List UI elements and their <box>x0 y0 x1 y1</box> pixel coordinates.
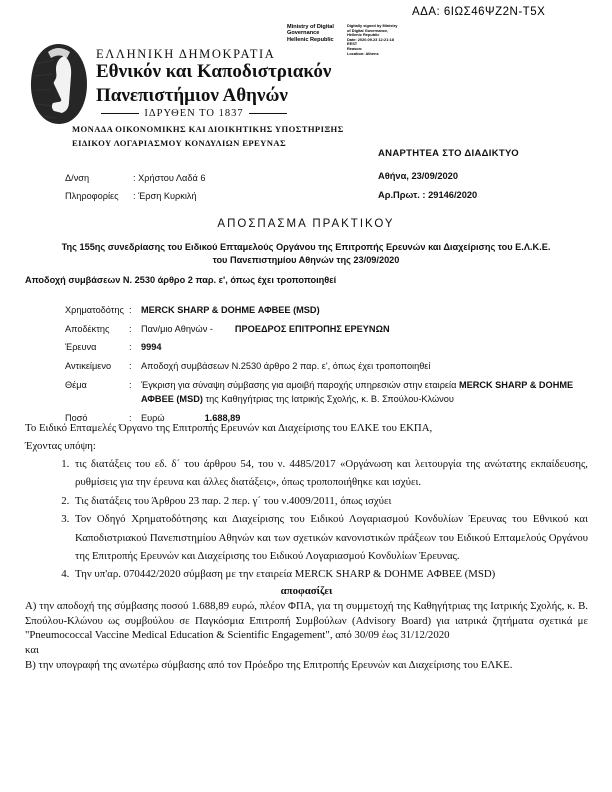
recipient-value-part2: ΠΡΟΕΔΡΟΣ ΕΠΙΤΡΟΠΗΣ ΕΡΕΥΝΩΝ <box>234 323 390 334</box>
republic-title: ΕΛΛΗΝΙΚΗ ΔΗΜΟΚΡΑΤΙΑ <box>96 47 276 61</box>
unit-line2: ΕΙΔΙΚΟΥ ΛΟΓΑΡΙΑΣΜΟΥ ΚΟΝΔΥΛΙΩΝ ΕΡΕΥΝΑΣ <box>72 138 286 148</box>
city-date: Αθήνα, 23/09/2020 <box>378 171 458 181</box>
list-item: 1. τις διατάξεις του εδ. δ´ του άρθρου 54, του ν. 4485/2017 «Οργάνωση και λειτουργία της ανώτατης εκπαίδευσης, ρυθμίσεις για την έρευνα και άλλες διατάξεις», όπως τροποποιήθηκε και ισχύει. <box>72 455 588 492</box>
funder-value: MERCK SHARP & DOHME ΑΦΒΕΕ (MSD) <box>141 305 320 315</box>
table-row <box>65 322 587 336</box>
signature-detail-line: Digitally signed by Ministry <box>347 23 398 28</box>
signature-detail-line: Reason: <box>347 45 363 51</box>
signature-authority-line: Hellenic Republic <box>287 36 334 43</box>
funder-label: Χρηματοδότης <box>65 305 124 315</box>
table-row <box>65 303 587 317</box>
list-item: 2. Τις διατάξεις του Άρθρου 23 παρ. 2 περ. γ´ του ν.4009/2011, όπως ισχύει <box>72 492 588 510</box>
university-name-line1: Εθνικόν και Καποδιστριακόν <box>96 61 332 82</box>
acceptance-note: Αποδοχή συμβάσεων Ν. 2530 άρθρο 2 παρ. ε', όπως έχει τροποποιηθεί <box>25 275 337 285</box>
body-having-regard: Έχοντας υπόψη: <box>25 440 96 452</box>
info-row <box>65 191 365 201</box>
details-table <box>65 303 587 429</box>
recipient-label: Αποδέκτης <box>65 323 110 334</box>
body-text <box>25 419 588 673</box>
session-line2: του Πανεπιστημίου Αθηνών της 23/09/2020 <box>212 255 400 265</box>
table-row <box>65 378 587 406</box>
signature-detail-line: Location: Athens <box>347 50 379 56</box>
protocol-number: Αρ.Πρωτ. : 29146/2020 <box>378 190 478 200</box>
web-posting-label: ΑΝΑΡΤΗΤΕΑ ΣΤΟ ΔΙΑΔΙΚΤΥΟ <box>378 148 519 159</box>
signature-authority-line: Governance <box>287 30 320 37</box>
amount-currency: Ευρώ <box>141 412 165 423</box>
session-line1: Της 155ης συνεδρίασης του Ειδικού Επταμελούς Οργάνου της Επιτροπής Ερευνών και Διαχείρισης του Ε.Λ.Κ.Ε. <box>61 242 551 252</box>
decision-paragraph-b: Β) την υπογραφή της ανωτέρω σύμβασης από τον Πρόεδρο της Επιτροπής Ερευνών και Διαχείρισης του ΕΛΚΕ. <box>25 659 513 672</box>
info-value: : Έρση Κυρκιλή <box>133 191 197 201</box>
topic-value-post: της Καθηγήτριας της Ιατρικής Σχολής, κ. Β. Σπούλου-Κλώνου <box>202 394 454 405</box>
digital-signature-authority <box>287 24 343 43</box>
digital-signature-details <box>347 24 425 56</box>
amount-number: 1.688,89 <box>204 412 241 423</box>
recipient-value <box>141 322 587 336</box>
subject-value: Αποδοχή συμβάσεων Ν.2530 άρθρο 2 παρ. ε', όπως έχει τροποποιηθεί <box>141 361 431 372</box>
legal-basis-list <box>72 455 588 584</box>
signature-detail-line: Date: 2020.09.23 12:21:18 <box>347 36 394 42</box>
founded-rule-left <box>101 113 139 114</box>
separator: : <box>129 379 132 390</box>
subject-label: Αντικείμενο <box>65 361 112 372</box>
conjunction-and: και <box>25 644 39 657</box>
signature-authority-line: Ministry of Digital <box>287 24 334 30</box>
address-row <box>65 173 365 183</box>
separator: : <box>129 323 132 334</box>
recipient-value-part1: Παν/μιο Αθηνών - <box>141 323 213 334</box>
university-name-line2: Πανεπιστήμιον Αθηνών <box>96 85 288 106</box>
table-row <box>65 359 587 373</box>
university-emblem-logo <box>28 42 90 126</box>
amount-label: Ποσό <box>65 412 88 423</box>
founded-rule-right <box>249 113 287 114</box>
decision-paragraph-a: Α) την αποδοχή της σύμβασης ποσού 1.688,89 ευρώ, πλέον ΦΠΑ, για τη συμμετοχή της Καθηγήτριας της Ιατρικής Σχολής, κ. Β. Σπούλου-Κλώνου ως συμβούλου σε Παγκόσμια Επιτροπή Συμβούλων (Advisory Board) για ιατρικά ζητήματα σχετικά με "Pneumococcal Vaccine Medical Education & Scientific Engagement", από 30/09 έως 31/12/2020 <box>25 599 588 642</box>
separator: : <box>129 412 132 423</box>
topic-label: Θέμα <box>65 379 87 390</box>
founded-text: ΙΔΡΥΘΕΝ ΤΟ 1837 <box>144 108 244 119</box>
signature-detail-line: of Digital Governance, <box>347 27 389 33</box>
research-value: 9994 <box>141 342 162 353</box>
list-item: 3. Τον Οδηγό Χρηματοδότησης και Διαχείρισης του Ειδικού Λογαριασμού Κονδυλίων Έρευνας του Εθνικού και Καποδιστριακού Πανεπιστημίου Αθηνών και των σχετικών κανονιστικών πράξεων του Ειδικού Επταμελούς Οργάνου της Επιτροπής Ερευνών και Διαχείρισης του Ειδικού Λογαριασμού Κονδυλίων Έρευνας. <box>72 510 588 565</box>
address-value: : Χρήστου Λαδά 6 <box>133 173 206 183</box>
excerpt-title: ΑΠΟΣΠΑΣΜΑ ΠΡΑΚΤΙΚΟΥ <box>217 218 395 230</box>
topic-value-company: MERCK SHARP & DOHME ΑΦΒΕΕ (MSD) <box>141 379 574 405</box>
ada-number: ΑΔΑ: 6ΙΩΣ46ΨΖ2Ν-Τ5Χ <box>412 6 546 18</box>
unit-line1: ΜΟΝΑΔΑ ΟΙΚΟΝΟΜΙΚΗΣ ΚΑΙ ΔΙΟΙΚΗΤΙΚΗΣ ΥΠΟΣΤΗΡΙΞΗΣ <box>72 124 344 134</box>
topic-value <box>141 378 587 406</box>
signature-detail-line: Hellenic Republic <box>347 32 380 38</box>
separator: : <box>129 305 132 315</box>
separator: : <box>129 342 132 353</box>
list-item: 4. Την υπ'αρ. 070442/2020 σύμβαση με την εταιρεία MERCK SHARP & DOHME ΑΦΒΕΕ (MSD) <box>72 565 588 583</box>
table-row <box>65 340 587 354</box>
address-label: Δ/νση <box>65 173 90 183</box>
signature-detail-line: EEST <box>347 41 358 47</box>
separator: : <box>129 361 132 372</box>
research-label: Έρευνα <box>65 342 97 353</box>
topic-value-pre: Έγκριση για σύναψη σύμβασης για αμοιβή παροχής υπηρεσιών στην εταιρεία <box>141 379 459 390</box>
info-label: Πληροφορίες <box>65 191 119 201</box>
body-intro: Το Ειδικό Επταμελές Όργανο της Επιτροπής Ερευνών και Διαχείρισης του ΕΛΚΕ του ΕΚΠΑ, <box>25 422 433 434</box>
decision-word: αποφασίζει <box>280 584 333 597</box>
founded-line <box>96 108 292 119</box>
